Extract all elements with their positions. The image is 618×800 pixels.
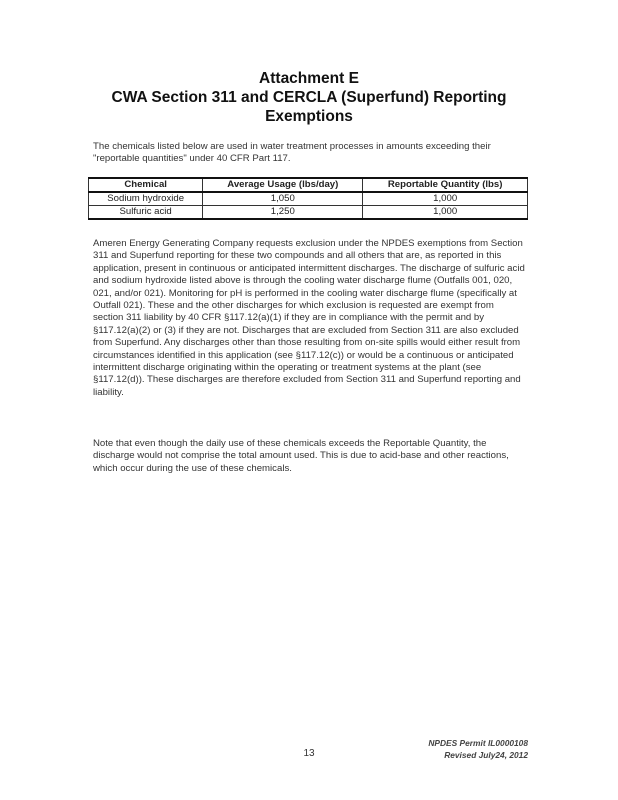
chemical-name: Sulfuric acid: [89, 206, 203, 220]
table-header-row: [89, 178, 528, 192]
chemical-name: Sodium hydroxide: [89, 192, 203, 206]
attachment-title: Attachment E: [259, 70, 359, 87]
footer-permit-info: [428, 737, 528, 761]
table-row: [89, 206, 528, 220]
page-number: 13: [303, 748, 315, 759]
reportable-quantity: 1,000: [363, 192, 528, 206]
header-reportable-quantity: Reportable Quantity (lbs): [363, 178, 528, 192]
intro-paragraph: The chemicals listed below are used in water treatment processes in amounts exceeding their "reportable quantities" under 40 CFR Part 117.: [93, 141, 491, 165]
permit-number: NPDES Permit IL0000108: [428, 738, 528, 748]
chemical-table: [88, 177, 528, 220]
average-usage: 1,050: [203, 192, 363, 206]
document-title: CWA Section 311 and CERCLA (Superfund) Reporting: [111, 89, 507, 106]
exemption-paragraph: Ameren Energy Generating Company requests exclusion under the NPDES exemptions from Section 311 and Superfund reporting for these two compounds and all others that are, as reported in this application, present in continuous or anticipated intermittent discharges. The discharge of sulfuric acid and sodium hydroxide listed above is through the cooling water discharge flume (Outfalls 001, 020, 021, and/or 021). Monitoring for pH is performed in the cooling water discharge flume (specifically at Outfall 021). These and the other discharges for which exclusion is requested are exempt from section 311 liability by 40 CFR §117.12(a)(1) if they are in compliance with the permit and by §117.12(a)(2) or (3) if they are not. Discharges that are excluded from Section 311 are also excluded from Superfund. Any discharges other than those resulting from on-site spills would either result from circumstances identified in this application (see §117.12(c)) or would be a continuous or anticipated intermittent discharge originating within the operating or treatment systems at the plant (see §117.12(d)). These discharges are therefore excluded from Section 311 and Superfund reporting and liability.: [93, 238, 525, 398]
reportable-quantity: 1,000: [363, 206, 528, 220]
header-average-usage: Average Usage (lbs/day): [203, 178, 363, 192]
note-paragraph: Note that even though the daily use of these chemicals exceeds the Reportable Quantity, the discharge would not comprise the total amount used. This is due to acid-base and other reactions, which occur during the use of these chemicals.: [93, 438, 509, 474]
table-row: [89, 192, 528, 206]
document-subtitle: Exemptions: [265, 108, 353, 125]
average-usage: 1,250: [203, 206, 363, 220]
revision-date: Revised July24, 2012: [444, 750, 528, 760]
header-chemical: Chemical: [89, 178, 203, 192]
